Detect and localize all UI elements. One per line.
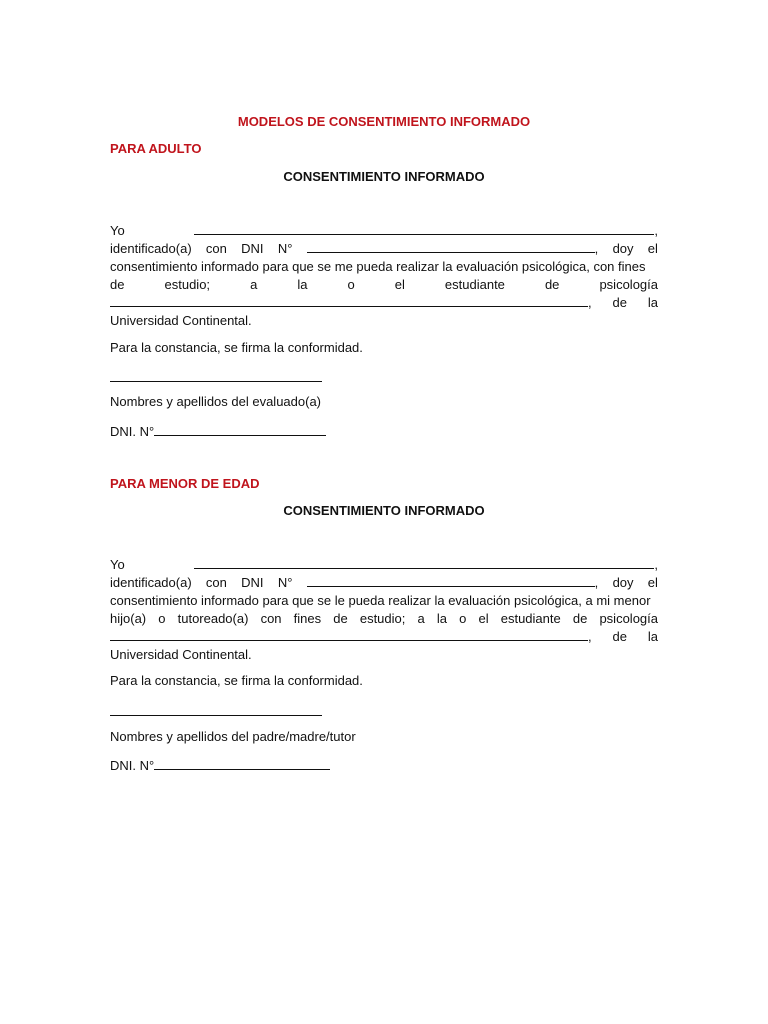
minor-line-name: Yo , — [110, 557, 658, 572]
word: psicología — [599, 277, 658, 292]
adult-dni-line: DNI. N° — [110, 423, 326, 439]
adult-line-words — [110, 276, 658, 294]
minor-line-student: , de la — [110, 628, 658, 646]
word: con — [260, 611, 282, 626]
document-title: MODELOS DE CONSENTIMIENTO INFORMADO — [237, 114, 531, 129]
word: fines — [293, 611, 322, 626]
word: estudio; — [359, 611, 406, 626]
adult-dni-signature-field[interactable] — [154, 423, 326, 436]
word: o — [459, 611, 467, 626]
word: la — [297, 277, 308, 292]
adult-student-field[interactable] — [110, 294, 588, 307]
word: hijo(a) — [110, 611, 147, 626]
adult-dni-field[interactable] — [307, 240, 595, 253]
adult-section-title: PARA ADULTO — [110, 141, 202, 156]
word: estudiante — [444, 277, 505, 292]
word: psicología — [599, 611, 658, 626]
word: a — [250, 277, 258, 292]
minor-form-title: CONSENTIMIENTO INFORMADO — [283, 503, 485, 518]
adult-line-student: , de la — [110, 294, 658, 312]
minor-dni-field[interactable] — [307, 574, 595, 587]
adult-line-dni: identificado(a) con DNI N° , doy el — [110, 241, 658, 256]
minor-line-dni: identificado(a) con DNI N° , doy el — [110, 575, 658, 590]
adult-consent-paragraph: Yo , identificado(a) con DNI N° , doy el consentimiento informado para que se me pueda realizar la evaluación psicológica, con fines de estudio; a la o el estudiante de psicología , de la Universidad Continental. — [110, 223, 658, 328]
adult-line-name: Yo , — [110, 223, 658, 238]
word: de — [110, 277, 125, 292]
minor-name-field[interactable] — [194, 556, 654, 569]
word: de — [333, 611, 348, 626]
adult-constancia: Para la constancia, se firma la conformidad. — [110, 340, 363, 355]
word: estudiante — [500, 611, 561, 626]
word: o — [158, 611, 166, 626]
word: el — [478, 611, 489, 626]
word: estudio; — [164, 277, 211, 292]
minor-section-title: PARA MENOR DE EDAD — [110, 476, 260, 491]
yo-text: Yo — [110, 223, 125, 238]
minor-constancia: Para la constancia, se firma la conformidad. — [110, 673, 363, 688]
word: tutoreado(a) — [177, 611, 249, 626]
minor-student-field[interactable] — [110, 628, 588, 641]
word: a — [417, 611, 425, 626]
adult-signature-line[interactable] — [110, 381, 322, 382]
adult-signature-label: Nombres y apellidos del evaluado(a) — [110, 394, 322, 409]
adult-form-title: CONSENTIMIENTO INFORMADO — [283, 169, 485, 184]
word: de — [544, 277, 560, 292]
minor-signature-line[interactable] — [110, 715, 322, 716]
word: la — [436, 611, 447, 626]
minor-line-words — [110, 610, 658, 628]
minor-dni-line: DNI. N° — [110, 757, 330, 773]
minor-consent-paragraph: Yo , identificado(a) con DNI N° , doy el consentimiento informado para que se le pueda realizar la evaluación psicológica, a mi menor hijo(a) o tutoreado(a) con fines de estudio; a la o el estudiante de psicología , de la Universidad Continental. — [110, 557, 658, 662]
minor-signature-label: Nombres y apellidos del padre/madre/tutor — [110, 729, 356, 744]
minor-dni-signature-field[interactable] — [154, 757, 330, 770]
word: o — [347, 277, 355, 292]
word: de — [572, 611, 588, 626]
adult-name-field[interactable] — [194, 222, 654, 235]
word: el — [394, 277, 405, 292]
